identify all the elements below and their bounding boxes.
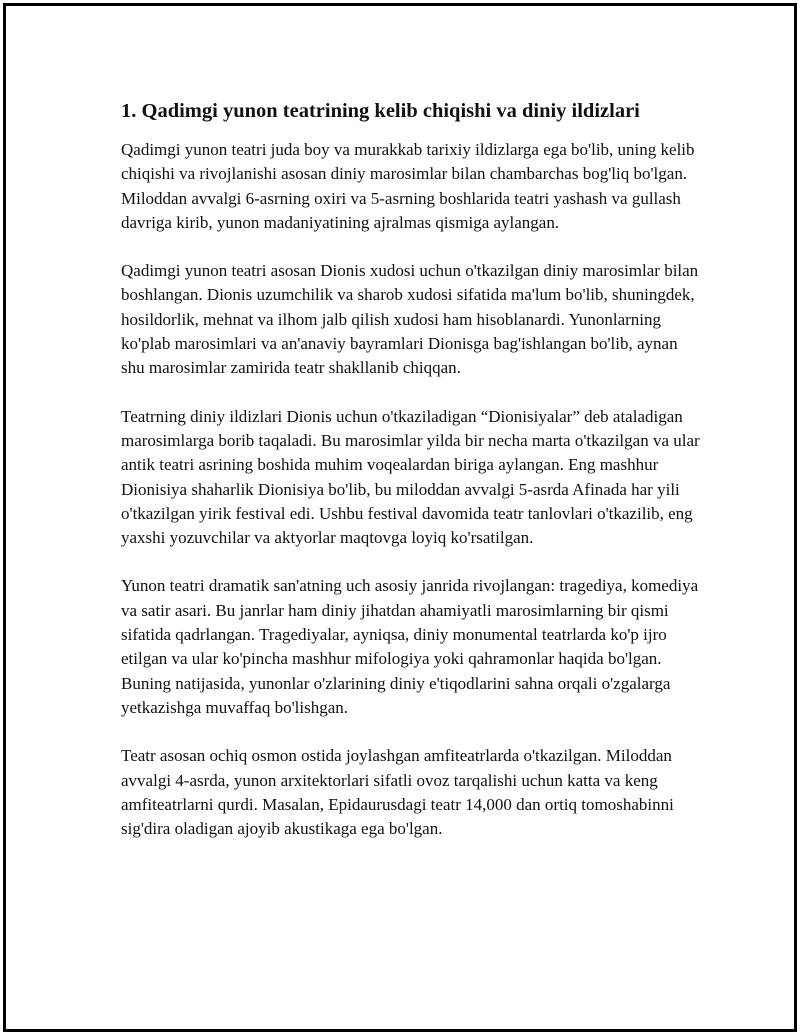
section-heading: 1. Qadimgi yunon teatrining kelib chiqishi va diniy ildizlari: [121, 100, 640, 122]
paragraph-dionysia: Teatrning diniy ildizlari Dionis uchun o'tkaziladigan “Dionisiyalar” deb ataladigan marosimlarga borib taqaladi. Bu marosimlar yilda bir necha marta o'tkazilgan va ular antik teatri asrining boshida muhim voqealardan biriga aylangan. Eng mashhur Dionisiya shaharlik Dionisiya bo'lib, bu miloddan avvalgi 5-asrda Afinada har yili o'tkazilgan yirik festival edi. Ushbu festival davomida teatr tanlovlari o'tkazilib, eng yaxshi yozuvchilar va aktyorlar maqtovga loyiq ko'rsatilgan.: [121, 406, 700, 548]
paragraph-dionysus: Qadimgi yunon teatri asosan Dionis xudosi uchun o'tkazilgan diniy marosimlar bilan boshlangan. Dionis uzumchilik va sharob xudosi sifatida ma'lum bo'lib, shuningdek, hosildorlik, mehnat va ilhom jalb qilish xudosi ham hisoblanardi. Yunonlarning ko'plab marosimlari va an'anaviy bayramlari Dionisga bag'ishlangan bo'lib, aynan shu marosimlar zamirida teatr shakllanib chiqqan.: [121, 261, 699, 378]
paragraph-origins: Qadimgi yunon teatri juda boy va murakkab tarixiy ildizlarga ega bo'lib, uning kelib chiqishi va rivojlanishi asosan diniy marosimlar bilan chambarchas bog'liq bo'lgan. Miloddan avvalgi 6-asrning oxiri va 5-asrning boshlarida teatri yashash va gullash davriga kirib, yunon madaniyatining ajralmas qismiga aylangan.: [121, 140, 695, 232]
document-body: [121, 98, 701, 865]
page-frame: [3, 3, 797, 1032]
paragraph-amphitheatres: Teatr asosan ochiq osmon ostida joylashgan amfiteatrlarda o'tkazilgan. Miloddan avvalgi 4-asrda, yunon arxitektorlari sifatli ovoz tarqalishi uchun katta va keng amfiteatrlarni qurdi. Masalan, Epidaurusdagi teatr 14,000 dan ortiq tomoshabinni sig'dira oladigan ajoyib akustikaga ega bo'lgan.: [121, 746, 674, 839]
paragraph-genres: Yunon teatri dramatik san'atning uch asosiy janrida rivojlangan: tragediya, komediya va satir asari. Bu janrlar ham diniy jihatdan ahamiyatli marosimlarning bir qismi sifatida qadrlangan. Tragediyalar, ayniqsa, diniy monumental teatrlarda ko'p ijro etilgan va ular ko'pincha mashhur mifologiya yoki qahramonlar haqida bo'lgan. Buning natijasida, yunonlar o'zlarining diniy e'tiqodlarini sahna orqali o'zgalarga yetkazishga muvaffaq bo'lishgan.: [121, 576, 699, 717]
